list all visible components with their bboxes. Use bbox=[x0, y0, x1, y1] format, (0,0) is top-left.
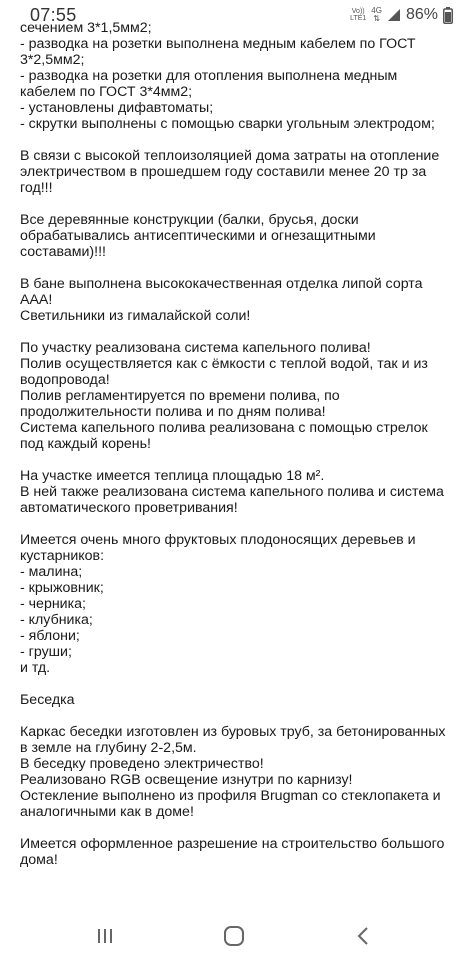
paragraph-spacer bbox=[20, 452, 452, 468]
text-line: 3*2,5мм2; bbox=[20, 52, 85, 68]
text-line: На участке имеется теплица площадью 18 м². bbox=[20, 468, 325, 484]
paragraph-spacer bbox=[20, 676, 452, 692]
text-line: электричеством в прошедшем году составили менее 20 тр за bbox=[20, 164, 427, 180]
home-button[interactable] bbox=[204, 916, 264, 956]
text-line: Реализовано RGB освещение изнутри по карнизу! bbox=[20, 772, 353, 788]
text-line: дома! bbox=[20, 852, 58, 868]
paragraph-spacer bbox=[20, 196, 452, 212]
back-icon bbox=[355, 926, 371, 946]
text-line: - груши; bbox=[20, 644, 72, 660]
status-time: 07:55 bbox=[30, 4, 77, 25]
text-line: Каркас беседки изготовлен из буровых труб, за бетонированных bbox=[20, 724, 446, 740]
text-line: кустарников: bbox=[20, 548, 105, 564]
text-line: - яблони; bbox=[20, 628, 80, 644]
text-line: автоматического проветривания! bbox=[20, 500, 238, 516]
text-line: аналогичными как в доме! bbox=[20, 804, 194, 820]
paragraph-spacer bbox=[20, 820, 452, 836]
text-line: В ней также реализована система капельного полива и система bbox=[20, 484, 444, 500]
text-line: и тд. bbox=[20, 660, 51, 676]
text-line: - клубника; bbox=[20, 612, 93, 628]
text-line: В связи с высокой теплоизоляцией дома затраты на отопление bbox=[20, 148, 440, 164]
paragraph-spacer bbox=[20, 324, 452, 340]
back-button[interactable] bbox=[333, 916, 393, 956]
text-line: в земле на глубину 2-2,5м. bbox=[20, 740, 197, 756]
text-line: В беседку проведено электричество! bbox=[20, 756, 264, 772]
text-line: - установлены дифавтоматы; bbox=[20, 100, 214, 116]
text-line: - разводка на розетки выполнена медным кабелем по ГОСТ bbox=[20, 36, 416, 52]
text-line: Имеется оформленное разрешение на строительство большого bbox=[20, 836, 445, 852]
text-line: год!!! bbox=[20, 180, 53, 196]
text-line: - малина; bbox=[20, 564, 83, 580]
text-line: Полив осуществляется как с ёмкости с теплой водой, так и из bbox=[20, 356, 428, 372]
text-line: сечением 3*1,5мм2; bbox=[20, 20, 152, 36]
text-line: В бане выполнена высококачественная отделка липой сорта bbox=[20, 276, 423, 292]
text-line: Светильники из гималайской соли! bbox=[20, 308, 251, 324]
paragraph-spacer bbox=[20, 516, 452, 532]
paragraph-spacer bbox=[20, 132, 452, 148]
volte-label: Vo)) bbox=[351, 8, 365, 15]
text-line: водопровода! bbox=[20, 372, 110, 388]
text-line: - разводка на розетки для отопления выполнена медным bbox=[20, 68, 398, 84]
paragraph-spacer bbox=[20, 260, 452, 276]
text-line: Система капельного полива реализована с помощью стрелок bbox=[20, 420, 428, 436]
listing-description bbox=[20, 20, 452, 912]
lte-label: LTE1 bbox=[350, 15, 367, 22]
text-line: По участку реализована система капельного полива! bbox=[20, 340, 371, 356]
recents-button[interactable] bbox=[75, 916, 135, 956]
battery-percent: 86% bbox=[405, 6, 438, 23]
text-line: - черника; bbox=[20, 596, 86, 612]
text-line: ААА! bbox=[20, 292, 53, 308]
text-line: - крыжовник; bbox=[20, 580, 104, 596]
text-line: - скрутки выполнены с помощью сварки угольным электродом; bbox=[20, 116, 435, 132]
data-arrows-icon: ⇅ bbox=[373, 14, 380, 23]
home-icon bbox=[223, 925, 245, 947]
recents-icon bbox=[96, 927, 114, 945]
text-line: Имеется очень много фруктовых плодоносящих деревьев и bbox=[20, 532, 416, 548]
text-line: Остекление выполнено из профиля Brugman со стеклопакета и bbox=[20, 788, 441, 804]
text-line: Беседка bbox=[20, 692, 75, 708]
text-line: под каждый корень! bbox=[20, 436, 151, 452]
text-line: Полив регламентируется по времени полива, по bbox=[20, 388, 340, 404]
text-line: кабелем по ГОСТ 3*4мм2; bbox=[20, 84, 193, 100]
navigation-bar bbox=[0, 912, 467, 960]
paragraph-spacer bbox=[20, 708, 452, 724]
text-line: обрабатывались антисептическими и огнезащитными bbox=[20, 228, 376, 244]
text-line: составами)!!! bbox=[20, 244, 106, 260]
data-type-label: 4G bbox=[371, 6, 382, 15]
text-line: продолжительности полива и по дням полива! bbox=[20, 404, 326, 420]
text-line: Все деревянные конструкции (балки, брусья, доски bbox=[20, 212, 359, 228]
